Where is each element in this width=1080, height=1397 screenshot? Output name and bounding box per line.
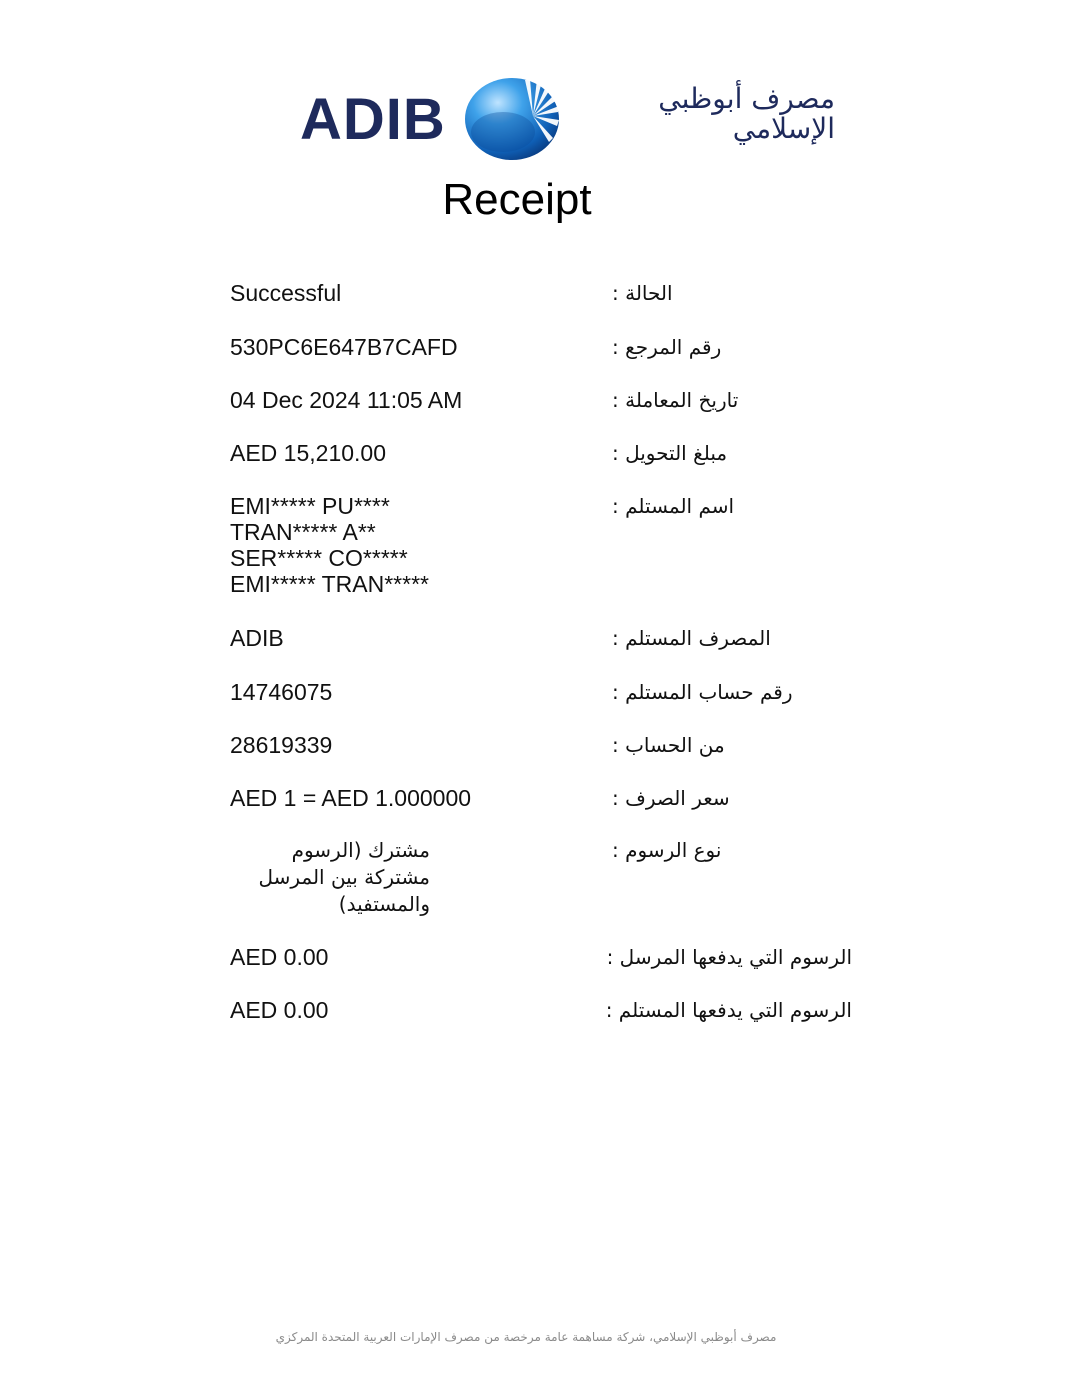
footer-disclaimer: مصرف أبوظبي الإسلامي، شركة مساهمة عامة مرخصة من مصرف الإمارات العربية المتحدة المركزي	[275, 1330, 777, 1344]
exchange-rate-value: AED 1 = AED 1.000000	[230, 785, 472, 811]
recipient-name-value: EMI***** PU**** TRAN***** A** SER***** CO***** EMI***** TRAN*****	[230, 493, 429, 597]
charge-type-label: نوع الرسوم :	[612, 838, 722, 862]
transfer-amount-value: AED 15,210.00	[230, 440, 387, 466]
status-label: الحالة :	[612, 281, 673, 305]
reference-value: 530PC6E647B7CAFD	[230, 334, 458, 360]
transfer-amount-label: مبلغ التحويل :	[612, 441, 728, 465]
reference-label: رقم المرجع :	[612, 335, 722, 359]
recipient-charges-label: الرسوم التي يدفعها المستلم :	[605, 998, 852, 1022]
recipient-account-label: رقم حساب المستلم :	[612, 680, 793, 704]
from-account-value: 28619339	[230, 732, 333, 758]
exchange-rate-label: سعر الصرف :	[612, 786, 730, 810]
recipient-name-label: اسم المستلم :	[612, 494, 735, 518]
adib-logo-wordmark: ADIB	[300, 87, 446, 152]
from-account-label: من الحساب :	[612, 733, 725, 757]
page-title: Receipt	[442, 175, 592, 224]
recipient-charges-value: AED 0.00	[230, 997, 329, 1023]
adib-logo-arabic-wordmark	[580, 84, 835, 154]
brand-arabic-line-1: مصرف أبوظبي	[658, 82, 835, 115]
charge-type-value: مشترك (الرسوم مشتركة بين المرسل والمستفيد)	[258, 838, 430, 916]
brand-arabic-line-2: الإسلامي	[732, 112, 835, 145]
recipient-bank-value: ADIB	[230, 625, 284, 651]
status-value: Successful	[230, 280, 342, 306]
recipient-account-value: 14746075	[230, 679, 333, 705]
transaction-date-label: تاريخ المعاملة :	[612, 388, 739, 412]
recipient-bank-label: المصرف المستلم :	[612, 626, 771, 650]
adib-globe-logo-icon	[463, 76, 561, 162]
sender-charges-label: الرسوم التي يدفعها المرسل :	[606, 945, 852, 969]
sender-charges-value: AED 0.00	[230, 944, 329, 970]
receipt-header	[0, 70, 1080, 170]
transaction-date-value: 04 Dec 2024 11:05 AM	[230, 387, 463, 413]
